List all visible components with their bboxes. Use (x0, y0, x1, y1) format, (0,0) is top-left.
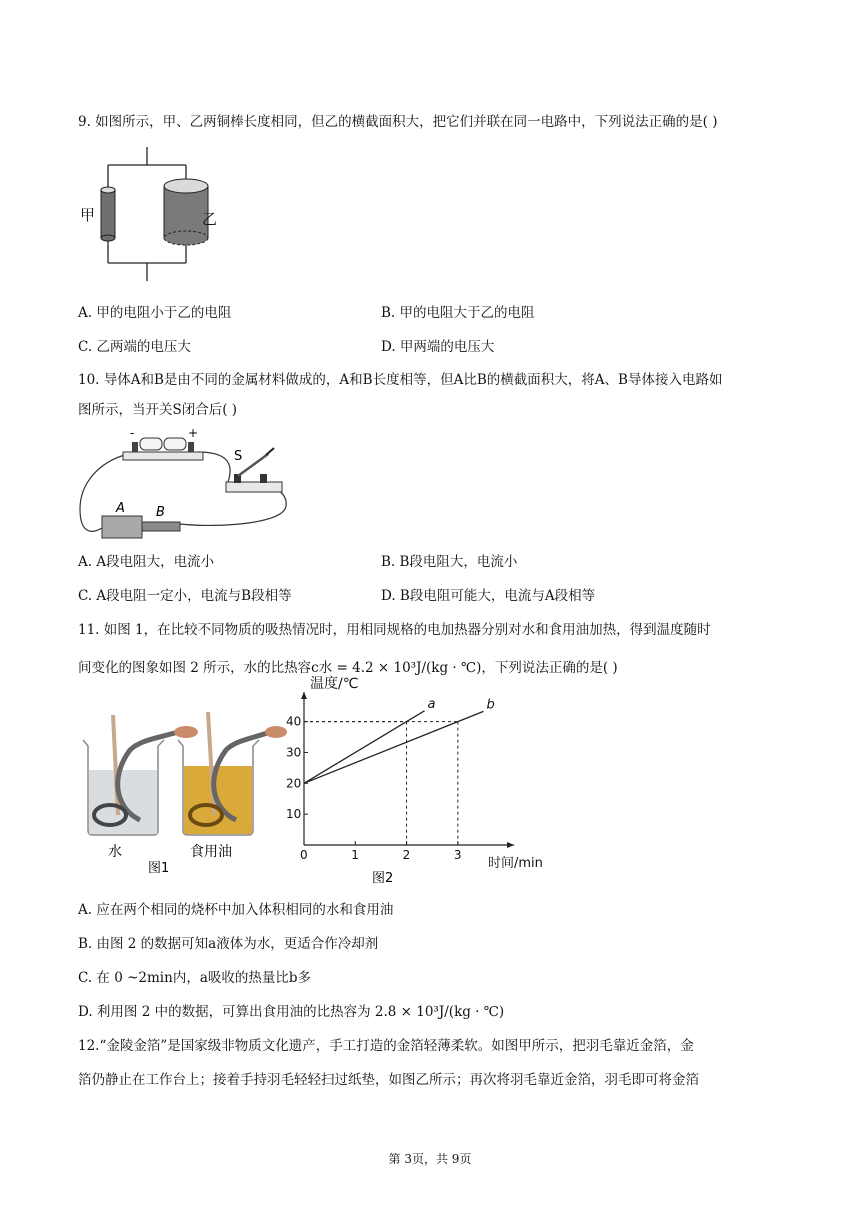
battery-minus-label: - (130, 426, 135, 440)
y-tick-label: 30 (286, 745, 302, 760)
conductor-b-label: B (156, 505, 165, 520)
fig1-oil-label: 食用油 (190, 844, 232, 860)
q9-copper-rods-figure (78, 140, 238, 290)
x-axis-arrow (507, 842, 514, 848)
series-label-a: a (427, 696, 436, 712)
q9-option-a[interactable]: A. 甲的电阻小于乙的电阻 (78, 305, 232, 321)
q10-stem-line2: 图所示，当开关S闭合后( ) (78, 402, 238, 418)
q10-option-a[interactable]: A. A段电阻大，电流小 (78, 554, 215, 570)
x-tick-label: 3 (453, 848, 462, 862)
q10-circuit-figure (78, 424, 318, 550)
x-tick-label: 2 (402, 848, 411, 862)
fig1-water-label: 水 (108, 844, 122, 860)
q11-option-c[interactable]: C. 在 0 ~2min内，a吸收的热量比b多 (78, 970, 312, 986)
q10-stem-line1: 10. 导体A和B是由不同的金属材料做成的，A和B长度相等，但A比B的横截面积大，将A、B导体接入电路如 (78, 372, 723, 388)
q12-line2: 箔仍静止在工作台上；接着手持羽毛轻轻扫过纸垫，如图乙所示；再次将羽毛靠近金箔，羽毛即可将金箔 (78, 1072, 699, 1088)
series-label-b: b (486, 697, 495, 713)
fig1-caption: 图1 (148, 861, 170, 876)
q9-option-b[interactable]: B. 甲的电阻大于乙的电阻 (381, 305, 535, 321)
q11-option-d[interactable]: D. 利用图 2 中的数据，可算出食用油的比热容为 2.8 × 10³J/(kg · ℃) (78, 1004, 505, 1020)
fig2-caption: 图2 (372, 871, 394, 886)
q10-option-c[interactable]: C. A段电阻一定小，电流与B段相等 (78, 588, 292, 604)
y-tick-label: 40 (286, 714, 302, 729)
q11-option-a[interactable]: A. 应在两个相同的烧杯中加入体积相同的水和食用油 (78, 902, 394, 918)
q9-option-c[interactable]: C. 乙两端的电压大 (78, 339, 191, 355)
y-axis-label: 温度/℃ (310, 676, 359, 692)
page-footer: 第 3页，共 9页 (388, 1152, 472, 1166)
q9-option-d[interactable]: D. 甲两端的电压大 (381, 339, 495, 355)
q11-stem-line1: 11. 如图 1，在比较不同物质的吸热情况时，用相同规格的电加热器分别对水和食用油加热，得到温度随时 (78, 622, 711, 638)
q9-stem: 9. 如图所示，甲、乙两铜棒长度相同，但乙的横截面积大，把它们并联在同一电路中，下列说法正确的是( ) (78, 114, 718, 130)
label-jia: 甲 (80, 206, 96, 224)
switch-label: S (234, 449, 243, 464)
y-tick-label: 10 (286, 807, 302, 822)
series-line-b (304, 711, 483, 783)
q11-stem-line2: 间变化的图象如图 2 所示，水的比热容c水 = 4.2 × 10³J/(kg · ℃)，下列说法正确的是( ) (78, 660, 618, 676)
q11-figure2-chart (280, 676, 543, 890)
q12-line1: 12.“金陵金箔”是国家级非物质文化遗产，手工打造的金箔轻薄柔软。如图甲所示，把羽毛靠近金箔，金 (78, 1038, 694, 1054)
q11-figure1-beakers (78, 710, 288, 880)
x-tick-label: 0 (300, 848, 308, 862)
conductor-a-label: A (116, 501, 125, 516)
label-yi: 乙 (202, 210, 218, 228)
y-tick-label: 20 (286, 776, 302, 791)
q11-option-b[interactable]: B. 由图 2 的数据可知a液体为水，更适合作冷却剂 (78, 936, 379, 952)
battery-plus-label: + (188, 426, 199, 440)
q10-option-d[interactable]: D. B段电阻可能大，电流与A段相等 (381, 588, 596, 604)
x-tick-label: 1 (351, 848, 359, 862)
q10-option-b[interactable]: B. B段电阻大，电流小 (381, 554, 518, 570)
x-axis-label: 时间/min (488, 856, 543, 871)
y-axis-arrow (301, 692, 307, 699)
